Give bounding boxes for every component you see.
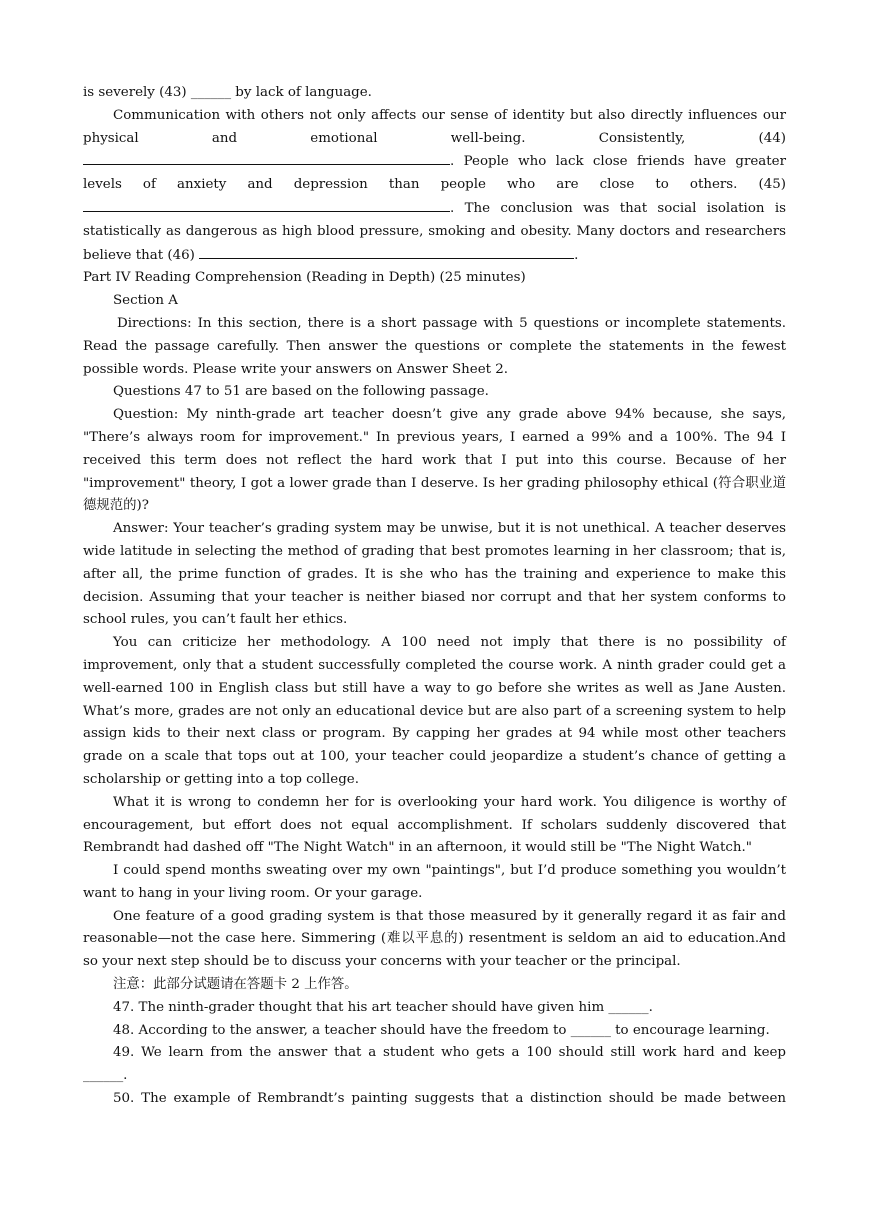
passage-grading-feature-paragraph: One feature of a good grading system is that those measured by it generally regard it as fair and reasonable—not the case here. Simmering (难以平息的) resentment is seldom an aid to education.And so your next step should be to discuss your concerns with your teacher or the principal.	[83, 908, 786, 970]
passage-answer-paragraph: Answer: Your teacher’s grading system may be unwise, but it is not unethical. A teacher deserves wide latitude in selecting the method of grading that best promotes learning in her classroom; that is, after all, the prime function of grades. It is she who has the training and experience to make this decision. Assuming that your teacher is neither biased nor corrupt and that her system conforms to school rules, you can’t fault her ethics.	[83, 521, 786, 628]
question-50: 50. The example of Rembrandt’s painting suggests that a distinction should be made between	[113, 1091, 786, 1107]
passage-text-44-follow: . People who lack close friends have greater levels of anxiety and depression than people who are close to others. (45)	[83, 154, 786, 193]
answer-blank-44	[83, 150, 450, 165]
passage-condemn-paragraph: What it is wrong to condemn her for is overlooking your hard work. You diligence is worthy of encouragement, but effort does not equal accomplishment. If scholars suddenly discovered that Rembrandt had dashed off "The Night Watch" in an afternoon, it would still be "The Night Watch."	[83, 794, 786, 856]
passage-line-43: is severely (43) ______ by lack of language.	[83, 85, 372, 100]
section-heading: Section A	[113, 293, 178, 309]
question-47: 47. The ninth-grader thought that his art teacher should have given him ______.	[113, 999, 653, 1015]
passage-text-46-follow: .	[574, 247, 579, 263]
part-heading: Part IV Reading Comprehension (Reading in Depth) (25 minutes)	[83, 270, 526, 286]
question-48: 48. According to the answer, a teacher should have the freedom to ______ to encourage learning.	[113, 1022, 770, 1038]
passage-methodology-paragraph: You can criticize her methodology. A 100 need not imply that there is no possibility of improvement, only that a student successfully completed the course work. A ninth grader could get a well-earned 100 in English class but still have a way to go before she writes as well as Jane Austen. What’s more, grades are not only an educational device but are also part of a screening system to help assign kids to their next class or program. By capping her grades at 94 while most other teachers grade on a scale that tops out at 100, your teacher could jeopardize a student’s chance of getting a scholarship or getting into a top college.	[83, 635, 786, 787]
directions-text: Directions: In this section, there is a short passage with 5 questions or incomplete statements. Read the passage carefully. Then answer the questions or complete the statements in the fewest possible words. Please write your answers on Answer Sheet 2.	[83, 315, 786, 377]
passage-paintings-paragraph: I could spend months sweating over my own "paintings", but I’d produce something you wouldn’t want to hang in your living room. Or your garage.	[83, 863, 786, 901]
passage-paragraph-communication	[83, 105, 786, 268]
passage-text-45-follow: . The conclusion was that social isolation is statistically as dangerous as high blood pressure, smoking and obesity. Many doctors and researchers believe that (46)	[83, 200, 786, 263]
answer-blank-45	[83, 197, 450, 212]
passage-question-paragraph: Question: My ninth-grade art teacher doesn’t give any grade above 94% because, she says, "There’s always room for improvement." In previous years, I earned a 99% and a 100%. The 94 I received this term does not reflect the hard work that I put into this course. Because of her "improvement" theory, I got a lower grade than I deserve. Is her grading philosophy ethical (符合职业道德规范的)?	[83, 407, 786, 514]
passage-text-44-lead: Communication with others not only affects our sense of identity but also directly influences our physical and emotional well-being. Consistently, (44)	[83, 107, 786, 146]
questions-intro: Questions 47 to 51 are based on the following passage.	[113, 384, 489, 400]
answer-blank-46	[199, 244, 574, 259]
question-49: 49. We learn from the answer that a student who gets a 100 should still work hard and keep ______.	[83, 1045, 786, 1084]
answer-sheet-note: 注意：此部分试题请在答题卡 2 上作答。	[113, 977, 358, 993]
